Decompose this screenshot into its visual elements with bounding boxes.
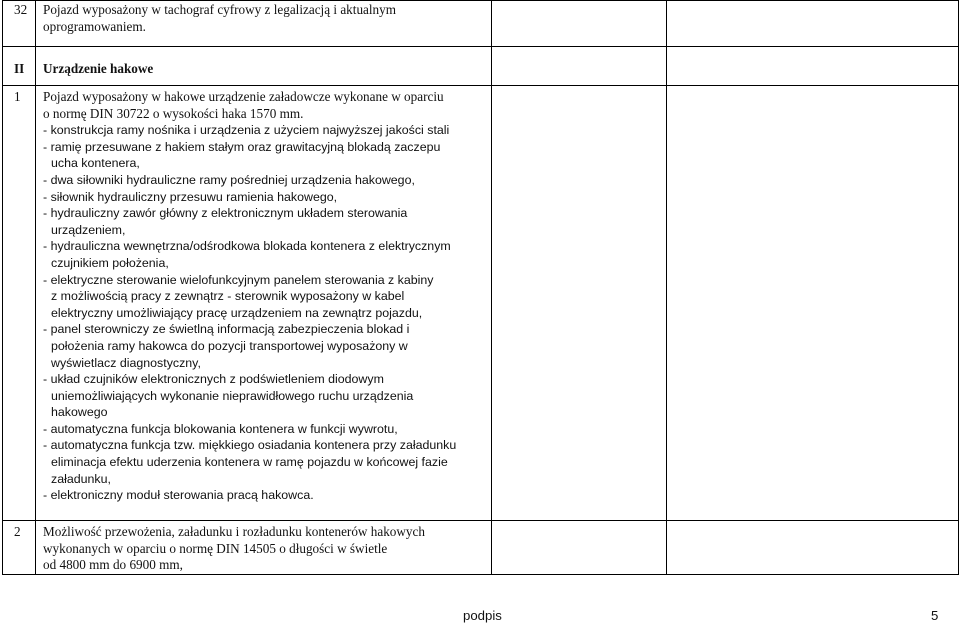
- section-row: [3, 47, 959, 86]
- table-row: [3, 521, 959, 575]
- empty-cell: [667, 521, 959, 575]
- table-body: [3, 1, 959, 575]
- row-number: 2: [14, 524, 21, 539]
- page-number: 5: [931, 608, 939, 623]
- empty-cell: [492, 1, 667, 47]
- section-heading-cell: [36, 47, 492, 86]
- signature-label: podpis: [463, 608, 502, 623]
- page-footer: [0, 607, 960, 625]
- text-line: - siłownik hydrauliczny przesuwu ramienia hakowego,: [43, 189, 338, 204]
- row-text-cell: [36, 1, 492, 47]
- row-number: 32: [14, 2, 28, 17]
- row-text-cell: [36, 86, 492, 521]
- text-line: hakowego: [51, 405, 108, 420]
- text-line: urządzeniem,: [51, 222, 126, 237]
- text-line: uniemożliwiających wykonanie nieprawidłowego ruchu urządzenia: [51, 388, 414, 403]
- text-line: Możliwość przewożenia, załadunku i rozładunku kontenerów hakowych: [43, 524, 425, 539]
- text-line: załadunku,: [51, 471, 111, 486]
- empty-cell: [667, 86, 959, 521]
- row-number: 1: [14, 89, 21, 104]
- row-text-cell: [36, 521, 492, 575]
- section-heading: Urządzenie hakowe: [43, 61, 154, 76]
- text-line: wyświetlacz diagnostyczny,: [51, 355, 201, 370]
- row-number-cell: [3, 86, 36, 521]
- empty-cell: [667, 1, 959, 47]
- empty-cell: [492, 86, 667, 521]
- text-line: oprogramowaniem.: [43, 18, 146, 34]
- table-row: [3, 86, 959, 521]
- text-line: elektryczny umożliwiający pracę urządzeniem na zewnątrz pojazdu,: [51, 305, 423, 320]
- row-number-cell: [3, 521, 36, 575]
- table-row: [3, 1, 959, 47]
- text-line: - konstrukcja ramy nośnika i urządzenia z użyciem najwyższej jakości stali: [43, 123, 450, 138]
- text-line: - dwa siłowniki hydrauliczne ramy pośredniej urządzenia hakowego,: [43, 172, 415, 187]
- empty-cell: [667, 47, 959, 86]
- text-line: - panel sterowniczy ze świetlną informacją zabezpieczenia blokad i: [43, 322, 410, 337]
- text-line: - ramię przesuwane z hakiem stałym oraz grawitacyjną blokadą zaczepu: [43, 139, 441, 154]
- text-line: - automatyczna funkcja blokowania kontenera w funkcji wywrotu,: [43, 421, 398, 436]
- text-line: - elektryczne sterowanie wielofunkcyjnym panelem sterowania z kabiny: [43, 272, 434, 287]
- specification-table: [2, 0, 959, 575]
- section-number: II: [14, 61, 25, 76]
- text-line: z możliwością pracy z zewnątrz - sterownik wyposażony w kabel: [51, 289, 405, 304]
- text-line: Pojazd wyposażony w hakowe urządzenie załadowcze wykonane w oparciu: [43, 89, 444, 104]
- text-line: - hydrauliczna wewnętrzna/odśrodkowa blokada kontenera z elektrycznym: [43, 239, 451, 254]
- text-line: - układ czujników elektronicznych z podświetleniem diodowym: [43, 372, 384, 387]
- text-line: ucha kontenera,: [51, 156, 140, 171]
- text-line: od 4800 mm do 6900 mm,: [43, 557, 183, 573]
- text-line: o normę DIN 30722 o wysokości haka 1570 mm.: [43, 105, 304, 121]
- text-line: wykonanych w oparciu o normę DIN 14505 o długości w świetle: [43, 540, 388, 556]
- empty-cell: [492, 47, 667, 86]
- empty-cell: [492, 521, 667, 575]
- text-line: eliminacja efektu uderzenia kontenera w ramę pojazdu w końcowej fazie: [51, 455, 448, 470]
- text-line: - elektroniczny moduł sterowania pracą hakowca.: [43, 488, 314, 503]
- row-number-cell: [3, 1, 36, 47]
- text-line: czujnikiem położenia,: [51, 255, 169, 270]
- text-line: Pojazd wyposażony w tachograf cyfrowy z legalizacją i aktualnym: [43, 2, 396, 17]
- text-line: - hydrauliczny zawór główny z elektronicznym układem sterowania: [43, 206, 408, 221]
- section-number-cell: [3, 47, 36, 86]
- text-line: - automatyczna funkcja tzw. miękkiego osiadania kontenera przy załadunku: [43, 438, 457, 453]
- text-line: położenia ramy hakowca do pozycji transportowej wyposażony w: [51, 338, 408, 353]
